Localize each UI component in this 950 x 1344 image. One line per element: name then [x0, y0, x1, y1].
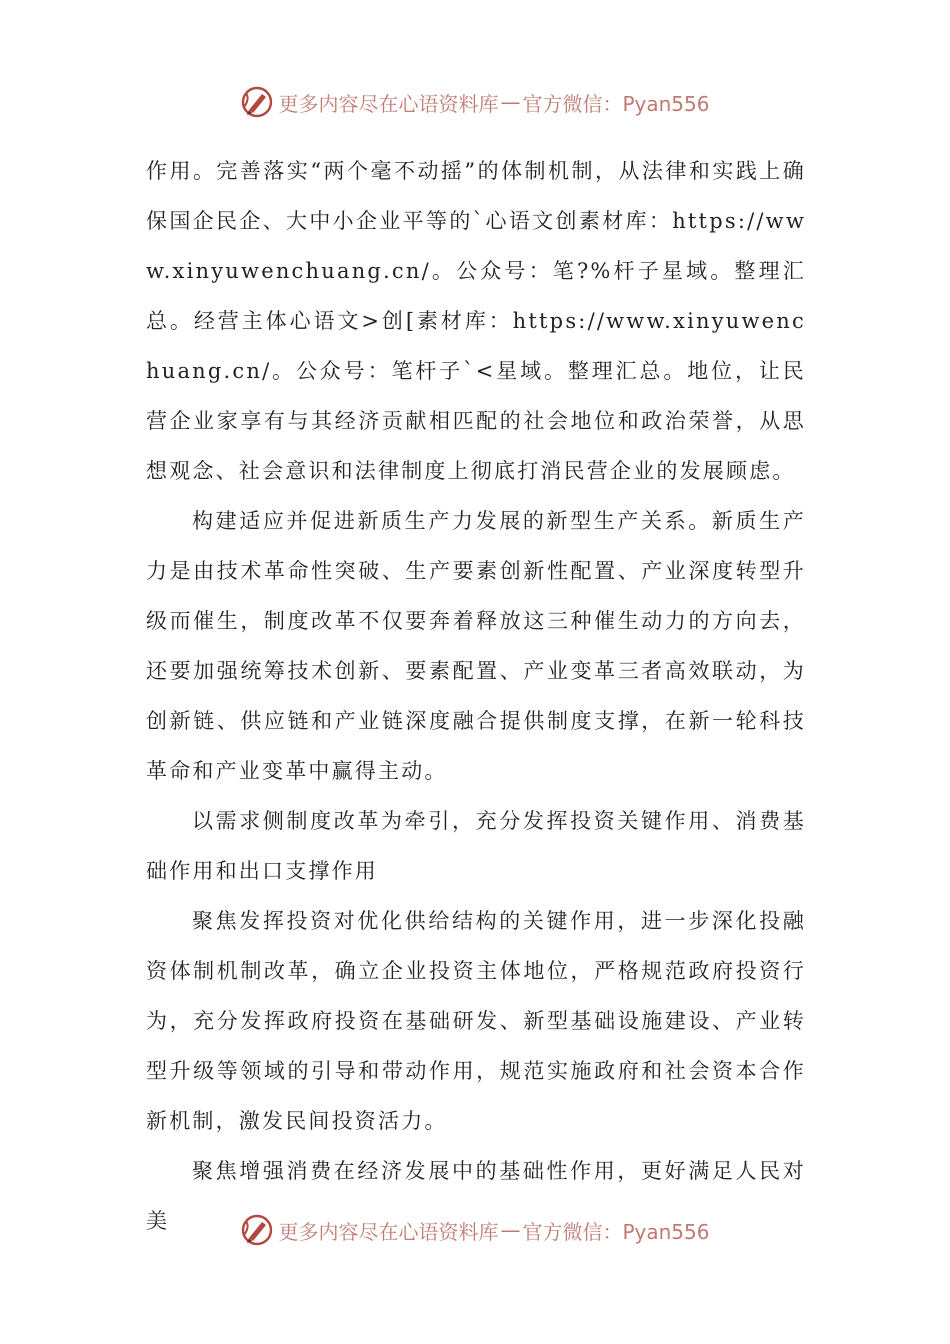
pen-logo-icon	[240, 1213, 274, 1247]
paragraph-4: 聚焦发挥投资对优化供给结构的关键作用，进一步深化投融资体制机制改革，确立企业投资主体地位，严格规范政府投资行为，充分发挥政府投资在基础研发、新型基础设施建设、产业转型升级等领域的引导和带动作用，规范实施政府和社会资本合作新机制，激发民间投资活力。	[146, 909, 806, 1133]
footer-banner	[0, 1210, 950, 1250]
paragraph-1: 作用。完善落实“两个毫不动摇”的体制机制，从法律和实践上确保国企民企、大中小企业平等的`心语文创素材库：https://www.xinyuwenchuang.cn/。公众号：笔?%杆子星域。整理汇总。经营主体心语文>创[素材库：https://www.xinyuwenchuang.cn/。公众号：笔杆子`<星域。整理汇总。地位，让民营企业家享有与其经济贡献相匹配的社会地位和政治荣誉，从思想观念、社会意识和法律制度上彻底打消民营企业的发展顾虑。	[146, 159, 806, 483]
header-banner	[0, 82, 950, 122]
document-body	[146, 146, 806, 1246]
banner-wechat: 官方微信：Pyan556	[522, 91, 710, 116]
paragraph-5: 聚焦增强消费在经济发展中的基础性作用，更好满足人民对美	[146, 1159, 806, 1233]
banner-separator: —	[500, 90, 521, 114]
banner-separator: —	[500, 1218, 521, 1242]
banner-wechat: 官方微信：Pyan556	[522, 1219, 710, 1244]
paragraph-3: 以需求侧制度改革为牵引，充分发挥投资关键作用、消费基础作用和出口支撑作用	[146, 809, 806, 883]
banner-title: 更多内容尽在心语资料库	[278, 1219, 499, 1244]
paragraph-2: 构建适应并促进新质生产力发展的新型生产关系。新质生产力是由技术革命性突破、生产要素创新性配置、产业深度转型升级而催生，制度改革不仅要奔着释放这三种催生动力的方向去，还要加强统筹技术创新、要素配置、产业变革三者高效联动，为创新链、供应链和产业链深度融合提供制度支撑，在新一轮科技革命和产业变革中赢得主动。	[146, 509, 806, 783]
banner-title: 更多内容尽在心语资料库	[278, 91, 499, 116]
pen-logo-icon	[240, 85, 274, 119]
